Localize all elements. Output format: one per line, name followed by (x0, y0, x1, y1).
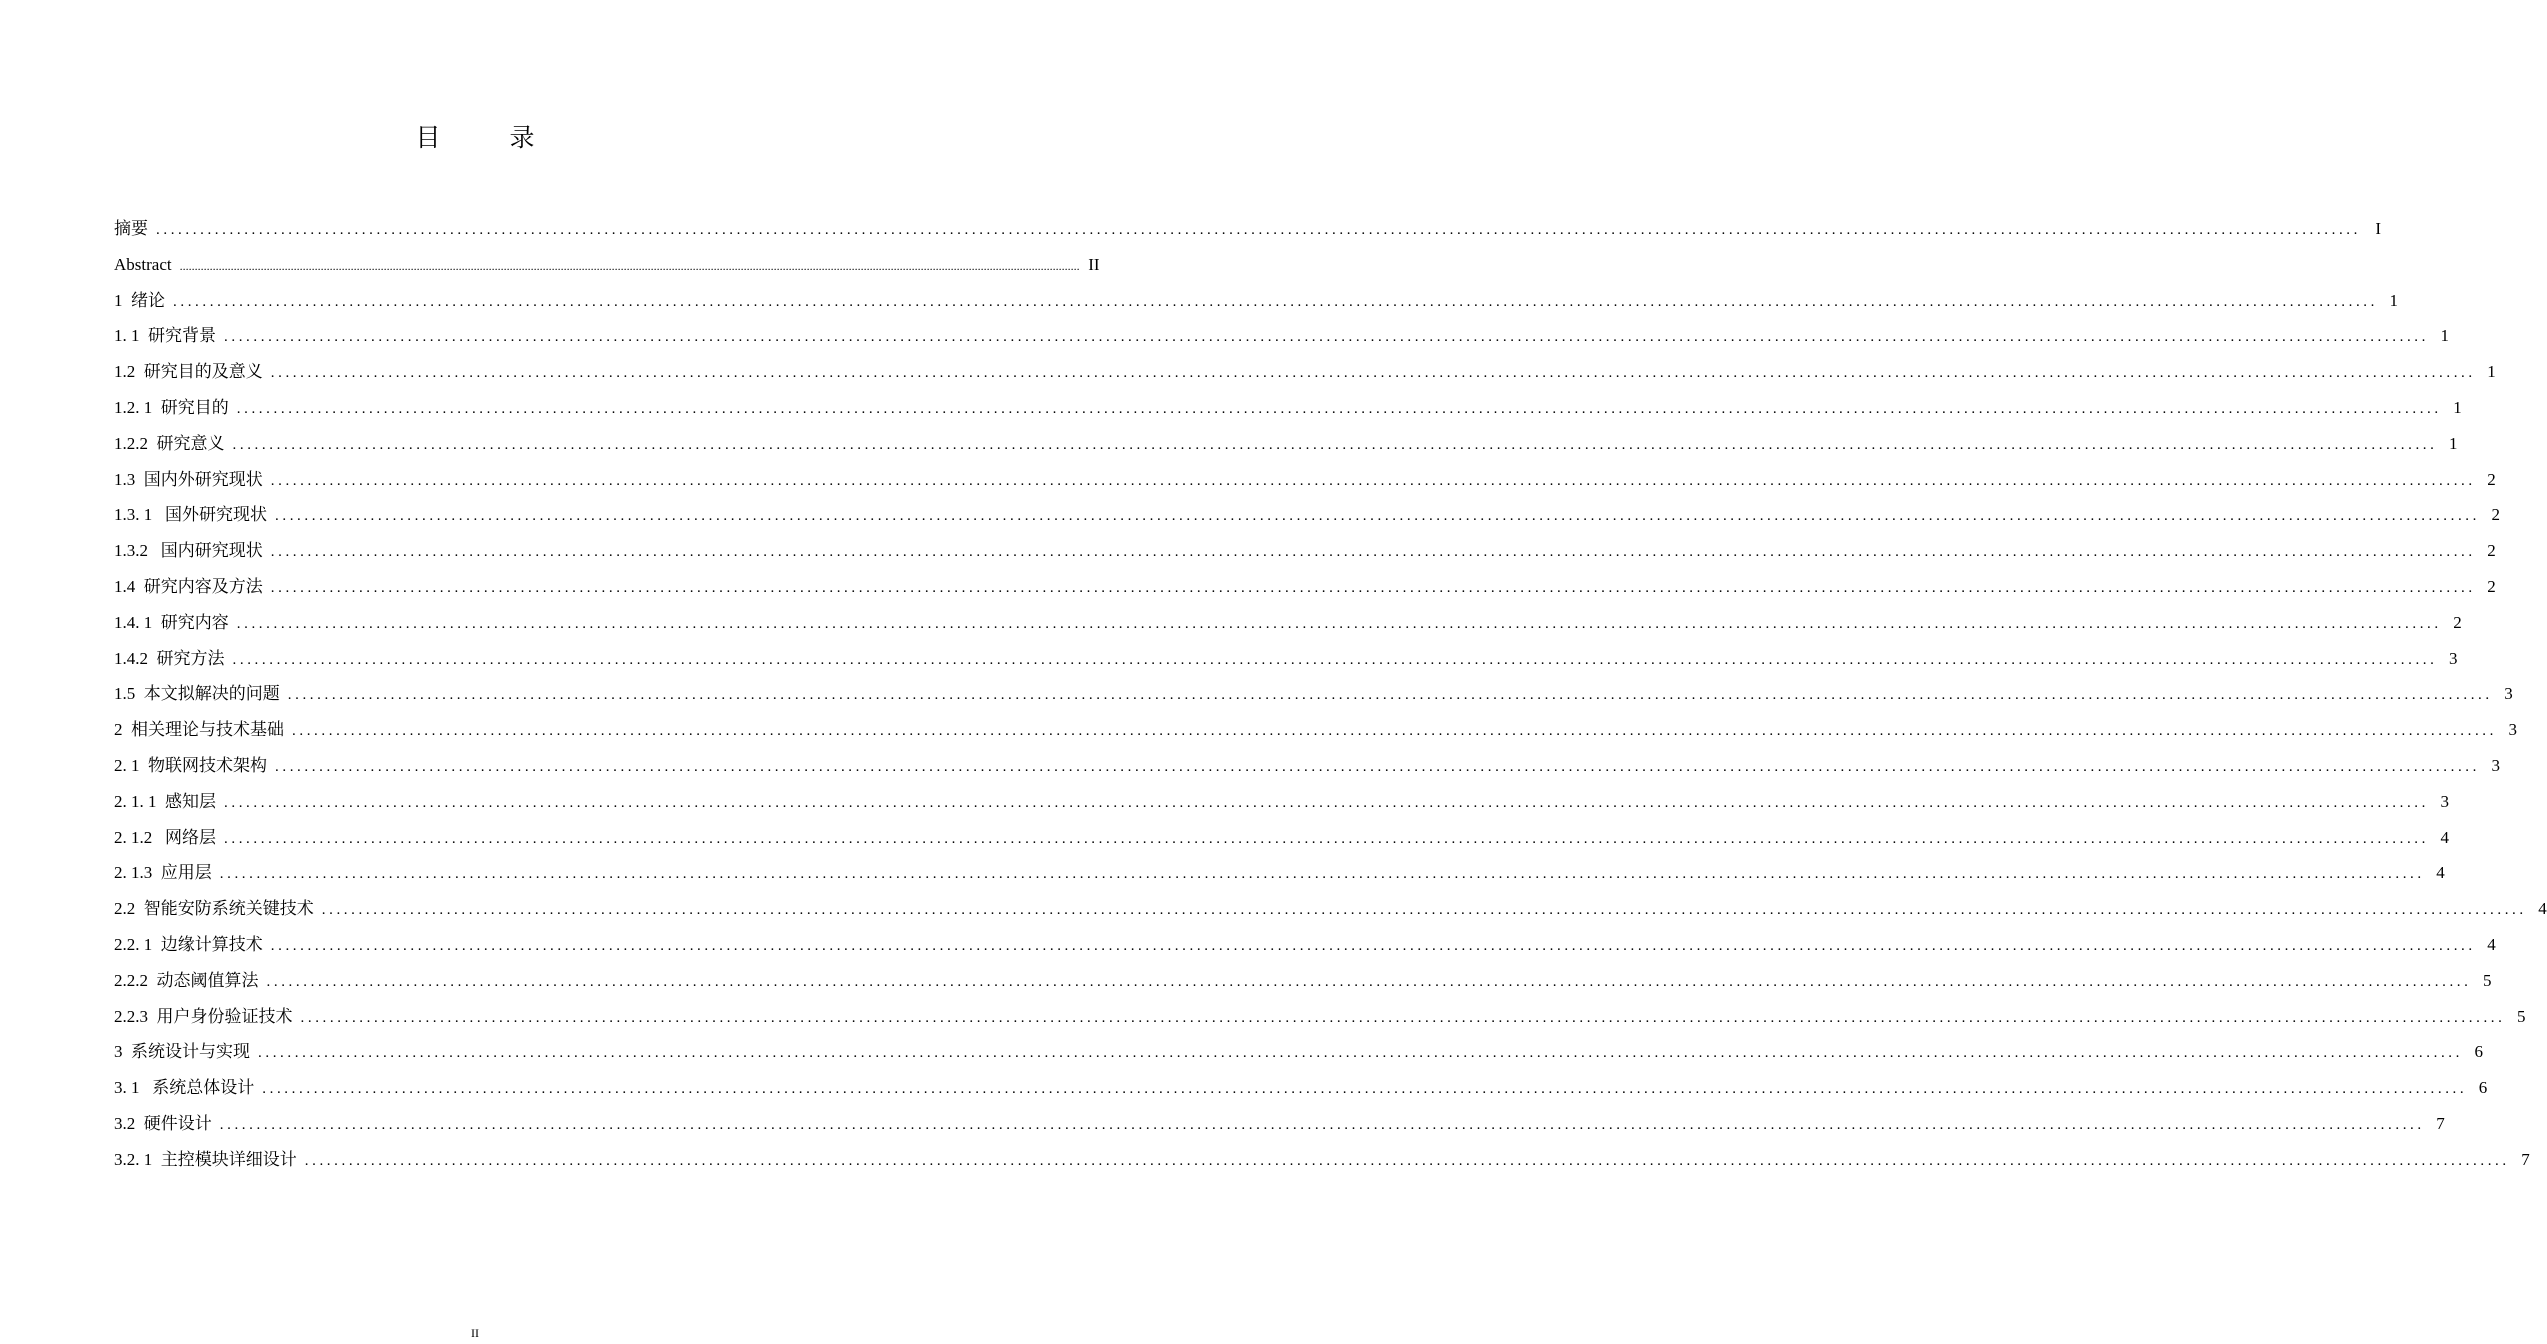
toc-entry[interactable] (114, 247, 1100, 283)
toc-entry-page-number: 2 (2487, 541, 2496, 561)
toc-entry[interactable] (114, 1070, 2488, 1106)
toc-entry-label: 2 相关理论与技术基础 (114, 720, 284, 740)
toc-entry-page-number: 3 (2449, 648, 2458, 668)
toc-dot-leader: ............................................................................................................................................................................................................................................................................................................ (266, 973, 2472, 990)
page-title: 目 录 (415, 123, 557, 152)
toc-entry[interactable] (114, 641, 2458, 677)
toc-entry[interactable] (114, 426, 2458, 462)
toc-entry-label: 2.2.3 用户身份验证技术 (114, 1006, 293, 1026)
toc-entry[interactable] (114, 999, 2526, 1035)
toc-dot-leader: ............................................................................................................................................................................................................................................................................................................ (219, 866, 2425, 883)
toc-entry-page-number: 3 (2440, 791, 2449, 811)
toc-entry[interactable] (114, 318, 2449, 354)
toc-entry[interactable] (114, 1034, 2483, 1070)
toc-entry-page-number: 5 (2483, 970, 2492, 990)
toc-entry[interactable] (114, 569, 2496, 605)
toc-dot-leader: ............................................................................................................................................................................................................................................................................................................ (219, 1116, 2425, 1133)
toc-dot-leader: ............................................................................................................................................................................................................................................................................................................ (270, 544, 2476, 561)
toc-entry-page-number: 1 (2389, 290, 2398, 310)
toc-dot-leader: ............................................................................................................................................................................................................................................................................................................ (275, 508, 2480, 525)
toc-entry[interactable] (114, 1142, 2530, 1178)
toc-entry-page-number: 6 (2474, 1042, 2483, 1062)
toc-dot-leader: ............................................................................................................................................................................................................................................................................................................ (270, 365, 2476, 382)
toc-dot-leader: ............................................................................................................................................................................................................................................................................................................ (236, 615, 2442, 632)
toc-entry[interactable] (114, 963, 2492, 999)
toc-entry[interactable] (114, 390, 2462, 426)
toc-entry-label: 1. 1 研究背景 (114, 326, 216, 346)
toc-entry[interactable] (114, 891, 2547, 927)
toc-dot-leader: ............................................................................................................................................................................................................................................................................................................ (224, 830, 2429, 847)
toc-entry-page-number: II (1088, 254, 1100, 274)
toc-entry-page-number: 1 (2440, 326, 2449, 346)
toc-entry-page-number: 7 (2436, 1113, 2445, 1133)
toc-entry-label: 1.3. 1 国外研究现状 (114, 505, 267, 525)
toc-dot-leader: ............................................................................................................................................................................................................................................................................................................ (270, 937, 2476, 954)
toc-entry-label: 1.4.2 研究方法 (114, 648, 225, 668)
toc-dot-leader: ............................................................................................................................................................................................................................................................................................................ (258, 1045, 2463, 1062)
toc-dot-leader: ............................................................................................................................................................................................................................................................................................................ (173, 293, 2378, 310)
toc-entry[interactable] (114, 497, 2500, 533)
toc-entry-label: 1 绪论 (114, 290, 165, 310)
toc-entry-page-number: 1 (2453, 397, 2462, 417)
toc-entry[interactable] (114, 784, 2449, 820)
toc-entry-label: 3. 1 系统总体设计 (114, 1078, 255, 1098)
toc-entry-label: 2. 1.3 应用层 (114, 863, 212, 883)
toc-entry-label: 1.4 研究内容及方法 (114, 576, 263, 596)
toc-entry[interactable] (114, 927, 2496, 963)
toc-entry-label: 2.2 智能安防系统关键技术 (114, 899, 314, 919)
toc-entry[interactable] (114, 605, 2462, 641)
toc-entry-page-number: 4 (2538, 899, 2547, 919)
toc-entry-label: 1.5 本文拟解决的问题 (114, 684, 280, 704)
page-number-footer: II (471, 1326, 479, 1340)
toc-entry-label: 1.3 国内外研究现状 (114, 469, 263, 489)
toc-entry-page-number: 2 (2487, 576, 2496, 596)
toc-dot-leader: ............................................................................................................................................................................................................................................................................................................ (287, 687, 2493, 704)
toc-entry-label: 2.2.2 动态阈值算法 (114, 970, 259, 990)
toc-entry-page-number: 1 (2487, 362, 2496, 382)
toc-dot-leader: ............................................................................................................................................................................................................................................................................................................ (156, 222, 2361, 238)
toc-dot-leader: ............................................................................................................................................................................................................................................................................................................ (224, 329, 2429, 346)
toc-entry-label: 3.2. 1 主控模块详细设计 (114, 1149, 297, 1169)
toc-dot-leader: ............................................................................................................................................................................................................................................................................................................ (232, 651, 2438, 668)
toc-entry-label: 3 系统设计与实现 (114, 1042, 250, 1062)
toc-dot-leader: ............................................................................................................................................................................................................................................................................................................ (270, 579, 2476, 596)
toc-dot-leader: ............................................................................................................................................................................................................................................................................................................ (321, 902, 2527, 919)
toc-entry-label: 摘要 (114, 219, 148, 238)
toc-entry[interactable] (114, 1106, 2445, 1142)
toc-entry-page-number: I (2375, 219, 2381, 238)
toc-entry-page-number: 2 (2491, 505, 2500, 525)
toc-dot-leader: ............................................................................................................................................................................................................................................................................................................ (262, 1081, 2468, 1098)
toc-entry[interactable] (114, 676, 2513, 712)
toc-entry-page-number: 2 (2487, 469, 2496, 489)
toc-entry-page-number: 2 (2453, 612, 2462, 632)
toc-entry-label: 2. 1 物联网技术架构 (114, 755, 267, 775)
toc-dot-leader: ............................................................................................................................................................................................................................................................................................................ (236, 400, 2442, 417)
toc-entry-label: 2. 1. 1 感知层 (114, 791, 216, 811)
toc-entry-page-number: 4 (2487, 934, 2496, 954)
toc-entry-page-number: 3 (2504, 684, 2513, 704)
toc-entry-label: 2. 1.2 网络层 (114, 827, 216, 847)
toc-entry[interactable] (114, 354, 2496, 390)
toc-entry[interactable] (114, 855, 2445, 891)
table-of-contents (114, 211, 2547, 1178)
toc-entry-page-number: 6 (2478, 1078, 2488, 1098)
toc-entry[interactable] (114, 712, 2517, 748)
toc-entry-label: 1.2 研究目的及意义 (114, 362, 263, 382)
toc-entry-label: 1.2.2 研究意义 (114, 433, 225, 453)
toc-entry-page-number: 1 (2449, 433, 2458, 453)
toc-entry[interactable] (114, 211, 2381, 247)
toc-entry-page-number: 4 (2436, 863, 2445, 883)
toc-dot-leader: ............................................................................................................................................................................................................................................................................................................ (304, 1152, 2510, 1169)
toc-entry-label: 1.2. 1 研究目的 (114, 397, 229, 417)
toc-entry-page-number: 4 (2440, 827, 2449, 847)
toc-entry-label: 3.2 硬件设计 (114, 1113, 212, 1133)
toc-dot-leader: ............................................................................................................................................................................................................................................................................................................ (292, 723, 2497, 740)
toc-entry[interactable] (114, 283, 2398, 319)
toc-entry-page-number: 3 (2508, 720, 2517, 740)
toc-dot-leader: ............................................................................................................................................................................................................................................................................................................ (179, 258, 1080, 273)
toc-dot-leader: ............................................................................................................................................................................................................................................................................................................ (275, 758, 2480, 775)
toc-dot-leader: ............................................................................................................................................................................................................................................................................................................ (270, 472, 2476, 489)
toc-entry-page-number: 7 (2521, 1149, 2530, 1169)
toc-entry[interactable] (114, 462, 2496, 498)
toc-entry-label: Abstract (114, 254, 172, 274)
toc-entry-label: 2.2. 1 边缘计算技术 (114, 934, 263, 954)
toc-entry-page-number: 5 (2517, 1006, 2526, 1026)
toc-dot-leader: ............................................................................................................................................................................................................................................................................................................ (232, 436, 2438, 453)
toc-dot-leader: ............................................................................................................................................................................................................................................................................................................ (224, 794, 2429, 811)
toc-entry-label: 1.4. 1 研究内容 (114, 612, 229, 632)
toc-entry-page-number: 3 (2491, 755, 2500, 775)
toc-dot-leader: ............................................................................................................................................................................................................................................................................................................ (300, 1009, 2506, 1026)
toc-entry[interactable] (114, 748, 2500, 784)
toc-entry[interactable] (114, 533, 2496, 569)
toc-entry-label: 1.3.2 国内研究现状 (114, 541, 263, 561)
toc-entry[interactable] (114, 820, 2449, 856)
